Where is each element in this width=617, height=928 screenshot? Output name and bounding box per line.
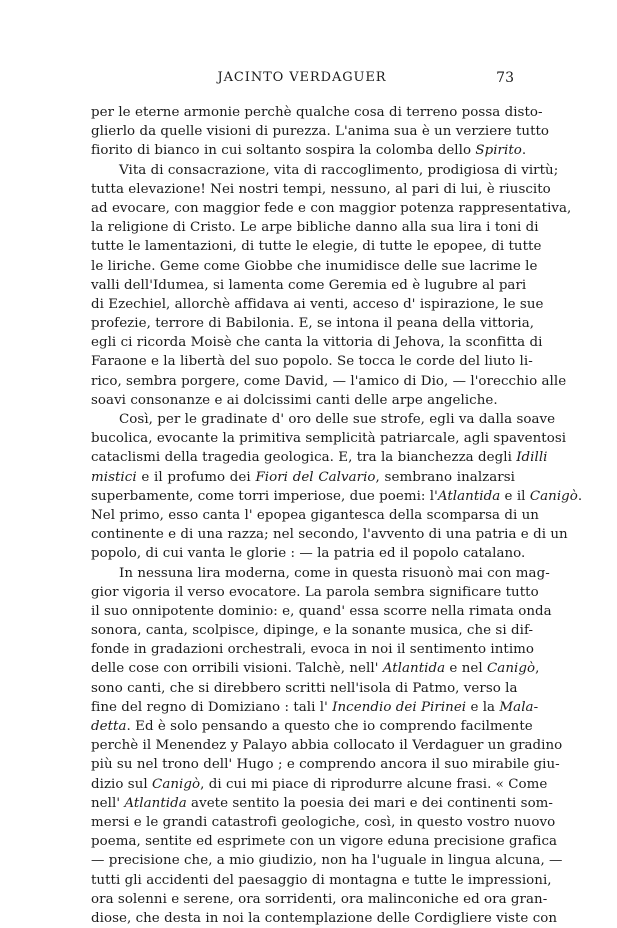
text-line: nell' Atlantida avete sentito la poesia dei mari e dei continenti som-	[91, 795, 554, 811]
text-line: tutte le lamentazioni, di tutte le elegie, di tutte le epopee, di tutte	[91, 239, 542, 255]
text-line: delle cose con orribili visioni. Talchè, nell' Atlantida e nel Canigò,	[91, 661, 540, 677]
text-line: perchè il Menendez y Palayo abbia collocato il Verdaguer un gradino	[91, 738, 563, 754]
running-title: JACINTO VERDAGUER	[217, 70, 387, 85]
text-line: valli dell'Idumea, si lamenta come Geremia ed è lugubre al pari	[91, 277, 527, 293]
text-line: Nel primo, esso canta l' epopea gigantesca della scomparsa di un	[91, 507, 539, 523]
body-text	[91, 103, 583, 928]
text-line: poema, sentite ed esprimete con un vigore eduna precisione grafica	[91, 834, 558, 850]
text-line: glierlo da quelle visioni di purezza. L'anima sua è un verziere tutto	[91, 124, 550, 140]
text-line: egli ci ricorda Moisè che canta la vittoria di Jehova, la sconfitta di	[91, 335, 543, 351]
text-line: il suo onnipotente dominio: e, quand' essa scorre nella rimata onda	[91, 603, 552, 619]
text-line: In nessuna lira moderna, come in questa risuonò mai con mag-	[119, 565, 550, 581]
text-line: — precisione che, a mio giudizio, non ha l'uguale in lingua alcuna, —	[91, 853, 563, 869]
text-line: bucolica, evocante la primitiva semplicità patriarcale, agli spaventosi	[91, 431, 567, 447]
text-line: fonde in gradazioni orchestrali, evoca in noi il sentimento intimo	[91, 642, 535, 658]
running-head	[90, 70, 514, 88]
text-line: mistici e il profumo dei Fiori del Calvario, sembrano inalzarsi	[91, 469, 515, 485]
text-line: Faraone e la libertà del suo popolo. Se tocca le corde del liuto li-	[91, 354, 533, 370]
text-line: mersi e le grandi catastrofi geologiche, così, in questo vostro nuovo	[91, 814, 556, 830]
text-line: la religione di Cristo. Le arpe bibliche danno alla sua lira i toni di	[91, 220, 539, 236]
text-line: soavi consonanze e ai dolcissimi canti delle arpe angeliche.	[91, 392, 498, 408]
text-line: le liriche. Geme come Giobbe che inumidisce delle sue lacrime le	[91, 258, 538, 274]
text-line: fiorito di bianco in cui soltanto sospira la colomba dello Spirito.	[91, 143, 527, 159]
text-line: sono canti, che si direbbero scritti nell'isola di Patmo, verso la	[91, 680, 518, 696]
text-line: ad evocare, con maggior fede e con maggior potenza rappresentativa,	[91, 200, 572, 216]
text-line: profezie, terrore di Babilonia. E, se intona il peana della vittoria,	[91, 316, 535, 332]
text-line: diose, che desta in noi la contemplazione delle Cordigliere viste con	[91, 910, 558, 926]
text-line: cataclismi della tragedia geologica. E, tra la bianchezza degli Idilli	[91, 450, 548, 466]
text-line: rico, sembra porgere, come David, — l'amico di Dio, — l'orecchio alle	[91, 373, 567, 389]
text-line: più su nel trono dell' Hugo ; e comprendo ancora il suo mirabile giu-	[91, 757, 560, 773]
text-line: detta. Ed è solo pensando a questo che io comprendo facilmente	[91, 719, 533, 734]
text-line: continente e di una razza; nel secondo, l'avvento di una patria e di un	[91, 527, 568, 543]
text-line: popolo, di cui vanta le glorie : — la patria ed il popolo catalano.	[91, 546, 526, 562]
text-line: tutti gli accidenti del paesaggio di montagna e tutte le impressioni,	[91, 872, 552, 888]
text-line: per le eterne armonie perchè qualche cosa di terreno possa disto-	[91, 105, 543, 120]
text-line: Così, per le gradinate d' oro delle sue strofe, egli va dalla soave	[119, 412, 556, 427]
text-line: fine del regno di Domiziano : tali l' Incendio dei Pirinei e la Mala-	[91, 699, 539, 715]
text-line: di Ezechiel, allorchè affidava ai venti, acceso d' ispirazione, le sue	[91, 296, 544, 312]
text-line: superbamente, come torri imperiose, due poemi: l'Atlantida e il Canigò.	[91, 488, 583, 504]
page-number: 73	[496, 70, 514, 86]
text-line: dizio sul Canigò, di cui mi piace di riprodurre alcune frasi. « Come	[91, 776, 548, 792]
text-line: tutta elevazione! Nei nostri tempi, nessuno, al pari di lui, è riuscito	[91, 181, 551, 197]
text-line: Vita di consacrazione, vita di raccoglimento, prodigiosa di virtù;	[119, 162, 559, 178]
text-line: ora solenni e serene, ora sorridenti, ora malinconiche ed ora gran-	[91, 891, 548, 907]
text-line: sonora, canta, scolpisce, dipinge, e la sonante musica, che si dif-	[91, 623, 534, 639]
text-line: gior vigoria il verso evocatore. La parola sembra significare tutto	[91, 584, 539, 600]
